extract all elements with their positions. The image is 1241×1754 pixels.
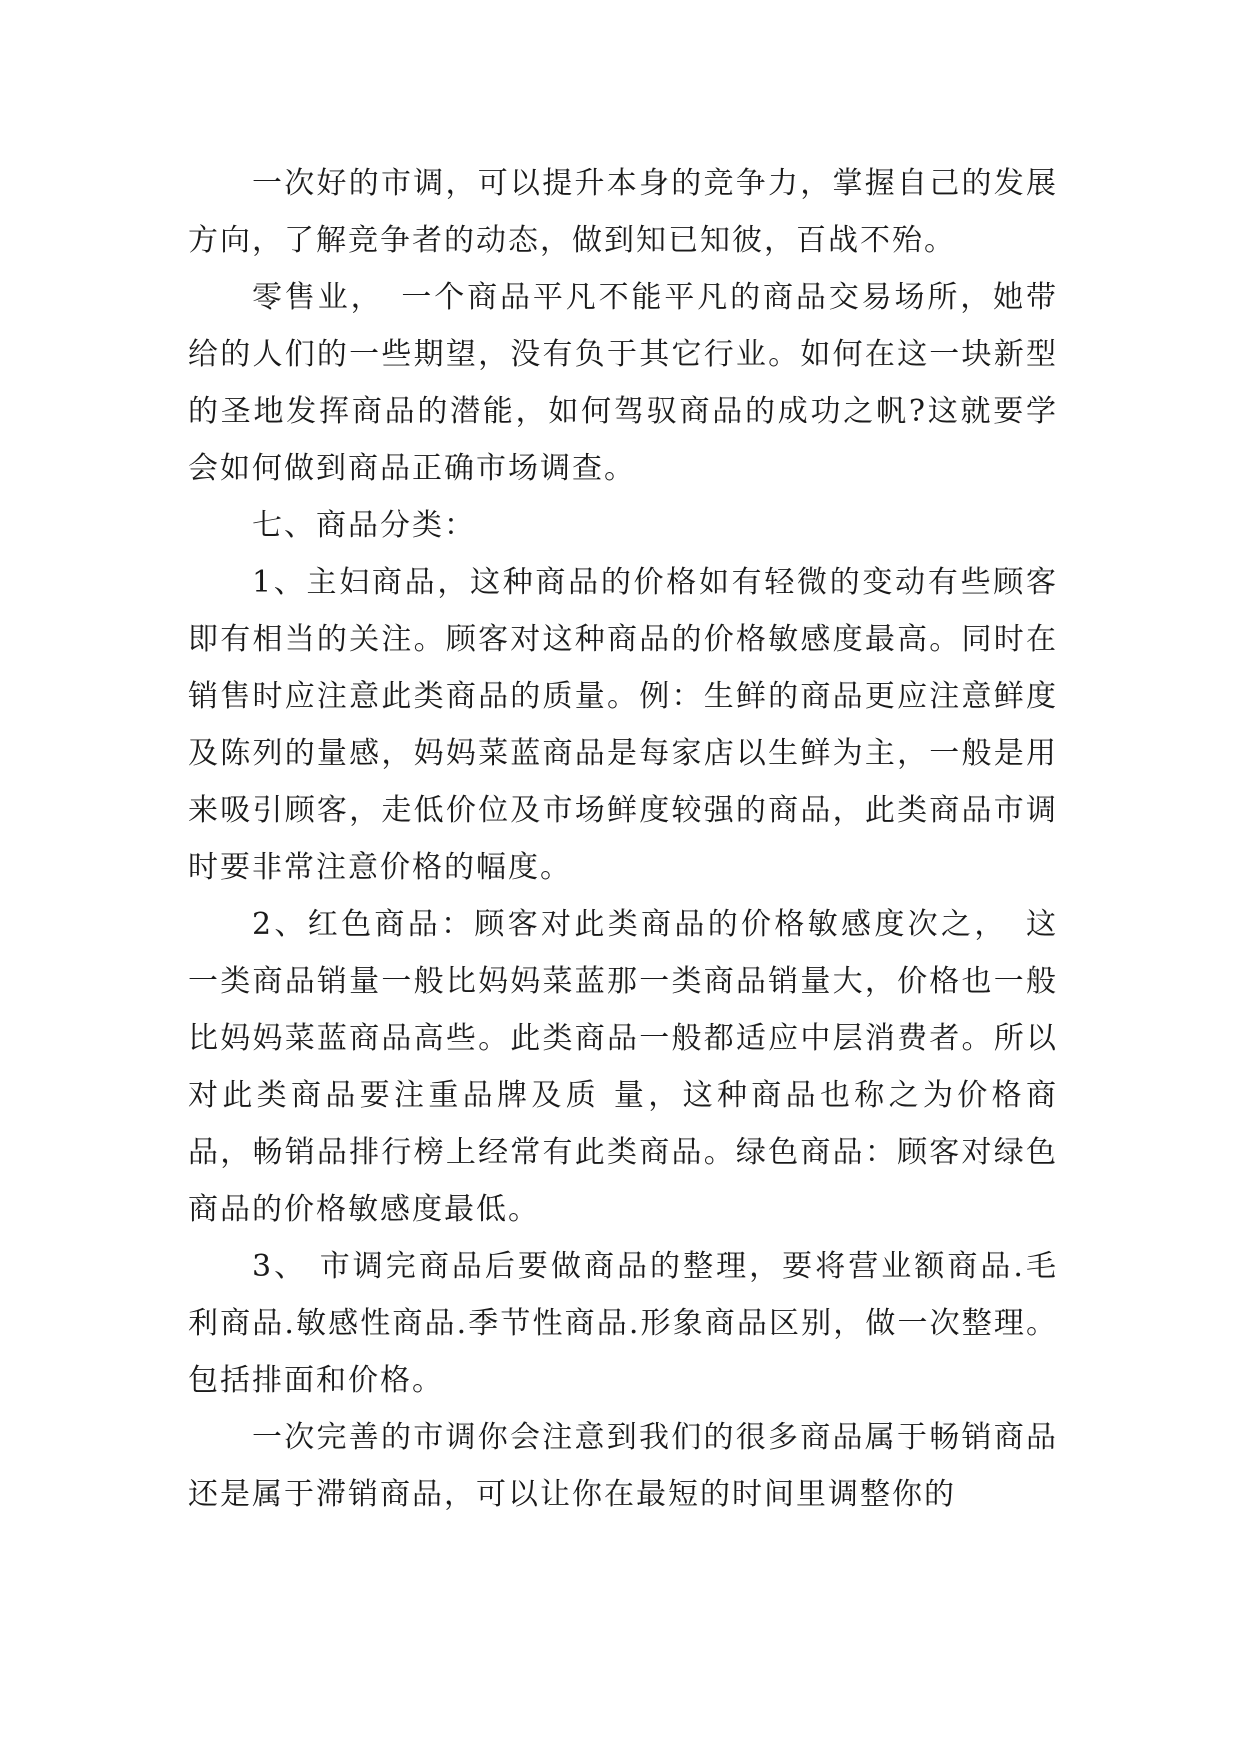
- section-heading-product-classification: 七、商品分类：: [252, 508, 476, 543]
- document-body: [188, 155, 1058, 1523]
- paragraph-retail: 零售业， 一个商品平凡不能平凡的商品交易场所，她带给的人们的一些期望，没有负于其它行业。如何在这一块新型的圣地发挥商品的潜能，如何驾驭商品的成功之帆?这就要学会如何做到商品正确市场调查。: [188, 280, 1058, 486]
- paragraph-intro: 一次好的市调，可以提升本身的竞争力，掌握自己的发展方向，了解竞争者的动态，做到知已知彼，百战不殆。: [188, 166, 1058, 258]
- paragraph-closing: 一次完善的市调你会注意到我们的很多商品属于畅销商品还是属于滞销商品，可以让你在最短的时间里调整你的: [188, 1420, 1058, 1512]
- paragraph-item-2: 2、红色商品：顾客对此类商品的价格敏感度次之， 这一类商品销量一般比妈妈菜蓝那一类商品销量大，价格也一般比妈妈菜蓝商品高些。此类商品一般都适应中层消费者。所以对此类商品要注重品牌及质 量，这种商品也称之为价格商品，畅销品排行榜上经常有此类商品。绿色商品：顾客对绿色商品的价格敏感度最低。: [188, 907, 1058, 1227]
- paragraph-item-1: 1、主妇商品，这种商品的价格如有轻微的变动有些顾客即有相当的关注。顾客对这种商品的价格敏感度最高。同时在销售时应注意此类商品的质量。例：生鲜的商品更应注意鲜度及陈列的量感，妈妈菜蓝商品是每家店以生鲜为主，一般是用来吸引顾客，走低价位及市场鲜度较强的商品，此类商品市调时要非常注意价格的幅度。: [188, 565, 1058, 885]
- paragraph-item-3: 3、 市调完商品后要做商品的整理，要将营业额商品.毛利商品.敏感性商品.季节性商品.形象商品区别，做一次整理。包括排面和价格。: [188, 1249, 1058, 1398]
